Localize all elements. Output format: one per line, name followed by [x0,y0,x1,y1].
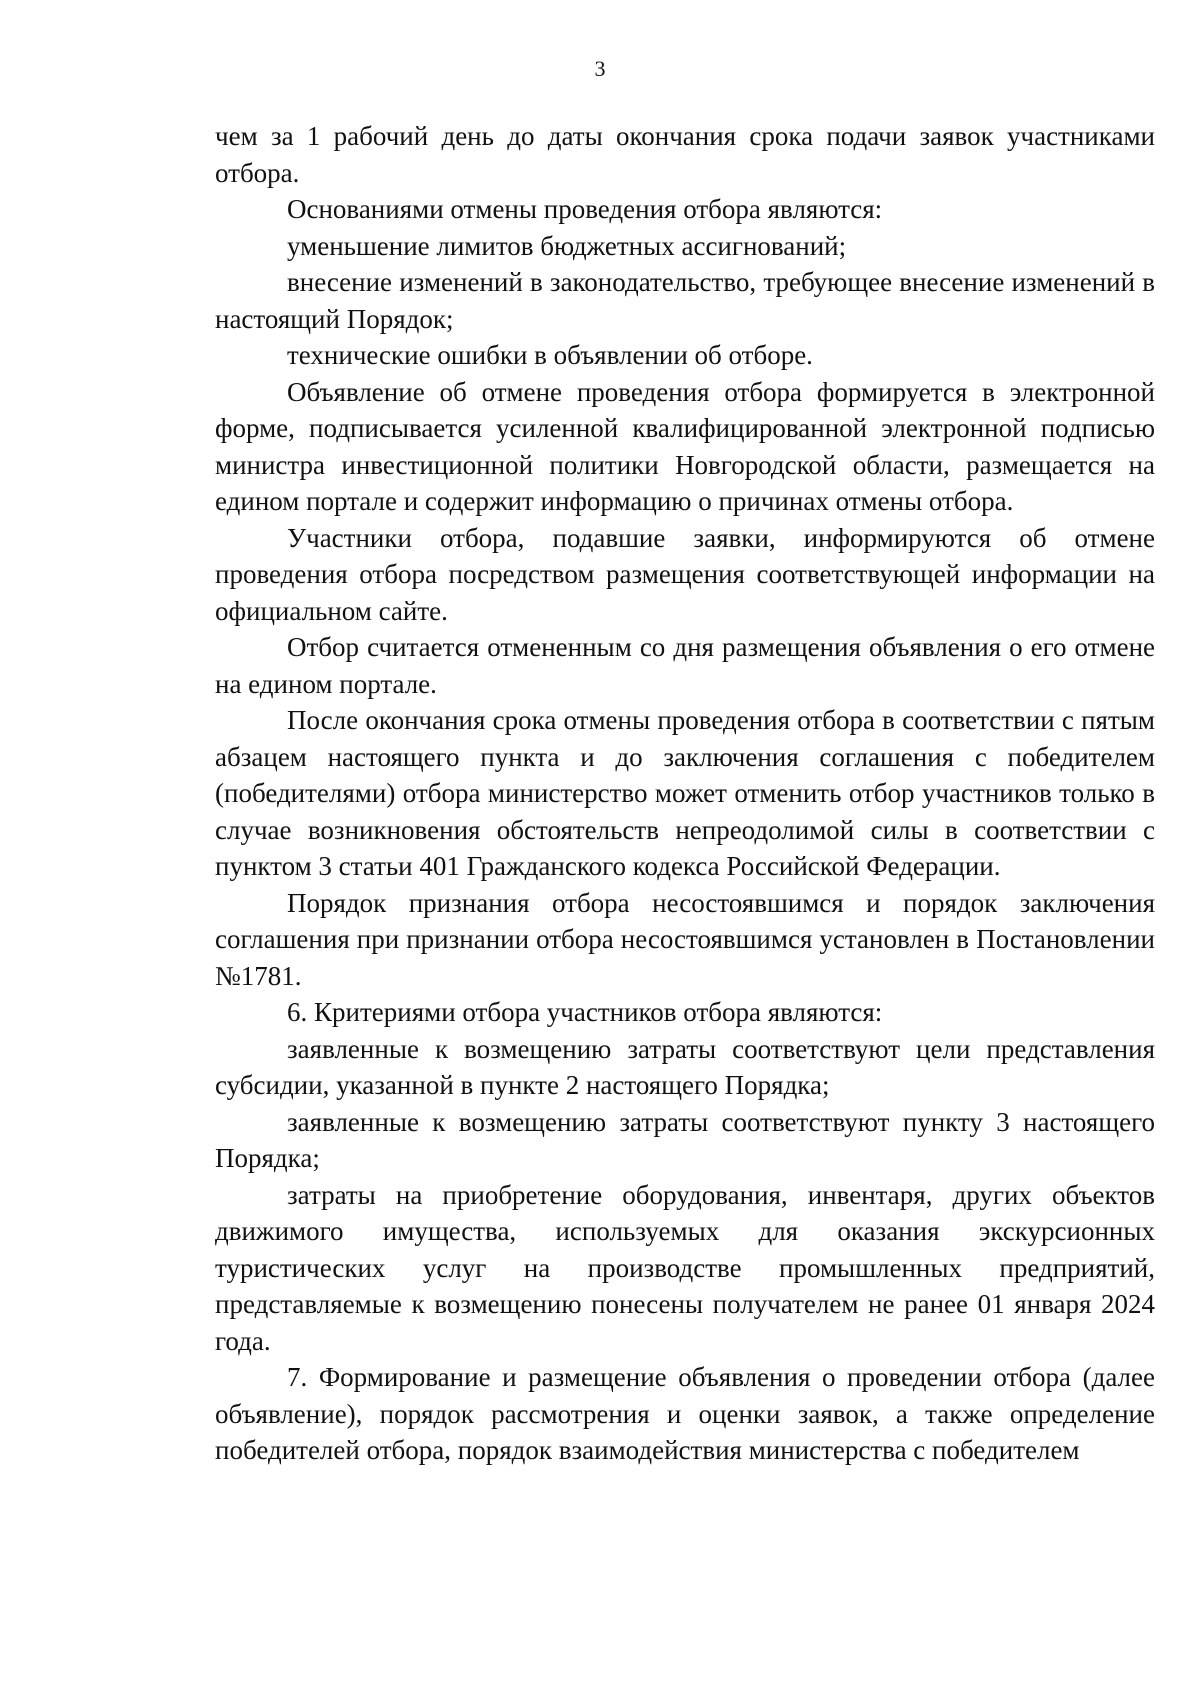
paragraph-force-majeure: После окончания срока отмены проведения отбора в соответствии с пятым абзацем настоящего пункта и до заключения соглашения с победителем (победителями) отбора министерство может отменить отбор участников только в случае возникновения обстоятельств непреодолимой силы в соответствии с пунктом 3 статьи 401 Гражданского кодекса Российской Федерации. [215,705,1155,881]
paragraph-cancelled-date: Отбор считается отмененным со дня размещения объявления о его отмене на едином портале. [215,632,1155,699]
paragraph-continuation: чем за 1 рабочий день до даты окончания срока подачи заявок участниками отбора. [215,121,1155,188]
paragraph-section-7: 7. Формирование и размещение объявления о проведении отбора (далее объявление), порядок рассмотрения и оценки заявок, а также определение победителей отбора, порядок взаимодействия министерства с победителем [215,1362,1155,1465]
paragraph-criterion-costs: затраты на приобретение оборудования, инвентаря, других объектов движимого имущества, используемых для оказания экскурсионных туристических услуг на производстве промышленных предприятий, представляемые к возмещению понесены получателем не ранее 01 января 2024 года. [215,1179,1155,1356]
paragraph-participants-informed: Участники отбора, подавшие заявки, информируются об отмене проведения отбора посредством размещения соответствующей информации на официальном сайте. [215,522,1155,626]
paragraph-cancellation-announcement: Объявление об отмене проведения отбора формируется в электронной форме, подписывается усиленной квалифицированной электронной подписью министра инвестиционной политики Новгородской области, размещается на едином портале и содержит информацию о причинах отмены отбора. [215,376,1155,516]
paragraph-ground-budget: уменьшение лимитов бюджетных ассигнований; [287,230,847,261]
paragraph-criterion-point-3: заявленные к возмещению затраты соответствуют пункту 3 настоящего Порядка; [215,1106,1155,1173]
document-body [215,118,1155,1469]
paragraph-cancellation-grounds: Основаниями отмены проведения отбора являются: [287,194,883,224]
page-number: 3 [594,56,606,81]
paragraph-section-6: 6. Критериями отбора участников отбора являются: [287,997,883,1027]
paragraph-criterion-purpose: заявленные к возмещению затраты соответствуют цели представления субсидии, указанной в пункте 2 настоящего Порядка; [215,1033,1155,1100]
paragraph-failed-selection: Порядок признания отбора несостоявшимся и порядок заключения соглашения при признании отбора несостоявшимся установлен в Постановлении №1781. [215,887,1155,991]
paragraph-ground-errors: технические ошибки в объявлении об отборе. [287,340,813,370]
paragraph-ground-legislation: внесение изменений в законодательство, требующее внесение изменений в настоящий Порядок; [215,267,1155,334]
